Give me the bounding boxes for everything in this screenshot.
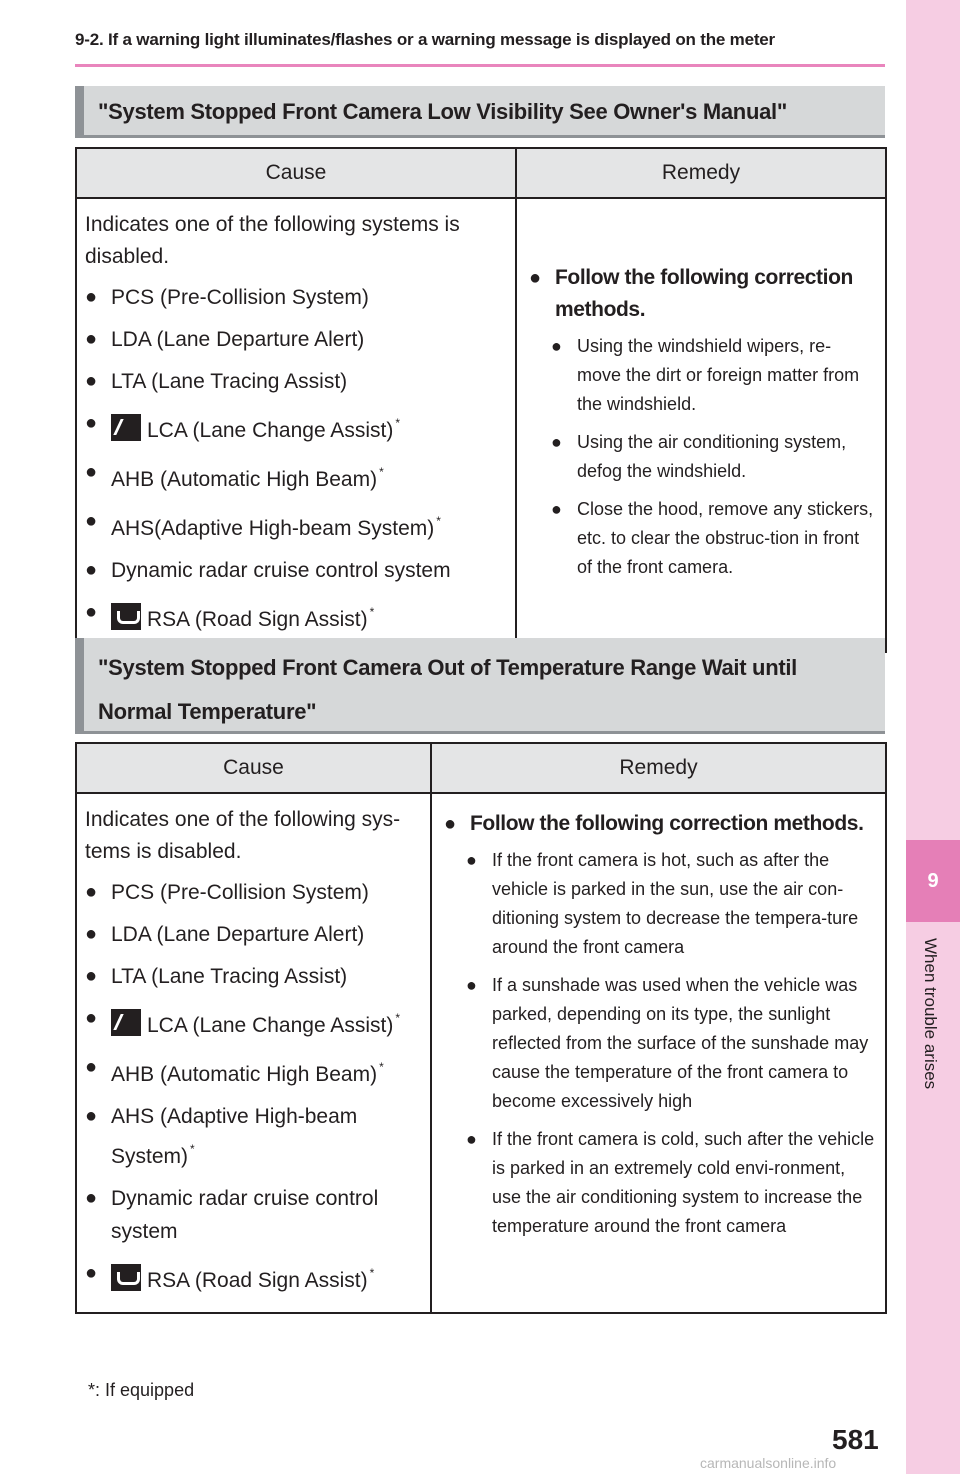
remedy-sub-item: ● Using the air conditioning system, defog the windshield. bbox=[551, 428, 875, 486]
remedy-sub-item: ● If the front camera is hot, such as after the vehicle is parked in the sun, use the air con-ditioning system to decrease the tempera-ture around the front camera bbox=[466, 846, 875, 962]
chapter-label: When trouble arises bbox=[921, 938, 940, 1090]
section-title-temperature-range: "System Stopped Front Camera Out of Temperature Range Wait until Normal Temperature" bbox=[75, 638, 885, 734]
bullet-icon bbox=[85, 1257, 111, 1290]
bullet-icon bbox=[85, 1182, 111, 1215]
bullet-icon bbox=[85, 281, 111, 314]
cause-remedy-table-2 bbox=[75, 742, 887, 1314]
list-item: ● LDA (Lane Departure Alert) bbox=[85, 918, 422, 951]
cause-intro: Indicates one of the following systems is disabled. bbox=[85, 213, 460, 268]
lane-change-assist-icon bbox=[111, 414, 141, 441]
list-item: ● LCA (Lane Change Assist) * bbox=[85, 407, 507, 447]
cause-cell bbox=[76, 198, 516, 652]
col-header-remedy: Remedy bbox=[431, 743, 886, 793]
footnote-marker: * bbox=[395, 416, 400, 430]
list-item: ● LTA (Lane Tracing Assist) bbox=[85, 960, 422, 993]
remedy-sub-item: ● Close the hood, remove any stickers, etc. to clear the obstruc-tion in front of the front camera. bbox=[551, 495, 875, 582]
bullet-icon bbox=[85, 918, 111, 951]
list-item: ● RSA (Road Sign Assist) * bbox=[85, 596, 507, 636]
bullet-icon bbox=[85, 365, 111, 398]
bullet-icon bbox=[85, 456, 111, 489]
watermark: carmanualsonline.info bbox=[700, 1455, 837, 1471]
bullet-icon bbox=[551, 332, 577, 419]
cause-remedy-table-1 bbox=[75, 147, 887, 653]
running-header: 9-2. If a warning light illuminates/flashes or a warning message is displayed on the meter bbox=[75, 30, 775, 49]
list-item: ● AHS(Adaptive High-beam System) * bbox=[85, 505, 507, 545]
bullet-icon bbox=[85, 960, 111, 993]
bullet-icon bbox=[529, 262, 555, 326]
col-header-cause: Cause bbox=[76, 743, 431, 793]
remedy-cell bbox=[431, 793, 886, 1313]
road-sign-assist-icon bbox=[111, 1264, 141, 1291]
footnote-marker: * bbox=[436, 514, 441, 528]
remedy-sub-item: ● If a sunshade was used when the vehicle was parked, depending on its type, the sunlight reflected from the surface of the sunshade may cause the temperature of the front camera to become excessively high bbox=[466, 971, 875, 1116]
footnote: *: If equipped bbox=[88, 1380, 195, 1400]
bullet-icon bbox=[85, 323, 111, 356]
bullet-icon bbox=[444, 808, 470, 840]
bullet-icon bbox=[85, 554, 111, 587]
list-item: ● LDA (Lane Departure Alert) bbox=[85, 323, 507, 356]
bullet-icon bbox=[85, 1100, 111, 1133]
list-item: ● AHB (Automatic High Beam) * bbox=[85, 1051, 422, 1091]
footnote-marker: * bbox=[395, 1011, 400, 1025]
col-header-remedy: Remedy bbox=[516, 148, 886, 198]
footnote-marker: * bbox=[379, 465, 384, 479]
remedy-sub-item: ● If the front camera is cold, such after the vehicle is parked in an extremely cold envi-ronment, use the air conditioning system to increase the temperature around the front camera bbox=[466, 1125, 875, 1241]
list-item: ● LTA (Lane Tracing Assist) bbox=[85, 365, 507, 398]
bullet-icon bbox=[85, 1051, 111, 1084]
bullet-icon bbox=[85, 596, 111, 629]
bullet-icon bbox=[551, 428, 577, 486]
bullet-icon bbox=[85, 505, 111, 538]
list-item: ● PCS (Pre-Collision System) bbox=[85, 876, 422, 909]
lane-change-assist-icon bbox=[111, 1009, 141, 1036]
list-item: ● LCA (Lane Change Assist) * bbox=[85, 1002, 422, 1042]
list-item: ● PCS (Pre-Collision System) bbox=[85, 281, 507, 314]
remedy-cell bbox=[516, 198, 886, 652]
footnote-marker: * bbox=[190, 1142, 195, 1156]
list-item: ● AHB (Automatic High Beam) * bbox=[85, 456, 507, 496]
list-item: ● AHS (Adaptive High-beam System) * bbox=[85, 1100, 422, 1173]
road-sign-assist-icon bbox=[111, 603, 141, 630]
page-number: 581 bbox=[832, 1424, 879, 1455]
header-rule bbox=[75, 64, 885, 67]
bullet-icon bbox=[85, 1002, 111, 1035]
bullet-icon bbox=[85, 876, 111, 909]
remedy-main: ● Follow the following correction methods. bbox=[444, 808, 875, 840]
cause-cell bbox=[76, 793, 431, 1313]
footnote-marker: * bbox=[369, 605, 375, 619]
remedy-sub-item: ● Using the windshield wipers, re-move the dirt or foreign matter from the windshield. bbox=[551, 332, 875, 419]
list-item: ● RSA (Road Sign Assist) * bbox=[85, 1257, 422, 1297]
footnote-marker: * bbox=[369, 1266, 375, 1280]
bullet-icon bbox=[466, 1125, 492, 1241]
remedy-main: ● Follow the following correction methods. bbox=[529, 262, 875, 326]
col-header-cause: Cause bbox=[76, 148, 516, 198]
list-item: ● Dynamic radar cruise control system bbox=[85, 1182, 422, 1248]
chapter-number: 9 bbox=[906, 840, 960, 922]
cause-intro: Indicates one of the following sys-tems is disabled. bbox=[85, 808, 401, 863]
bullet-icon bbox=[466, 846, 492, 962]
bullet-icon bbox=[466, 971, 492, 1116]
chapter-side-tab bbox=[906, 0, 960, 1474]
list-item: ● Dynamic radar cruise control system bbox=[85, 554, 507, 587]
bullet-icon bbox=[551, 495, 577, 582]
bullet-icon bbox=[85, 407, 111, 440]
section-title-low-visibility: "System Stopped Front Camera Low Visibility See Owner's Manual" bbox=[75, 86, 885, 138]
footnote-marker: * bbox=[379, 1060, 384, 1074]
